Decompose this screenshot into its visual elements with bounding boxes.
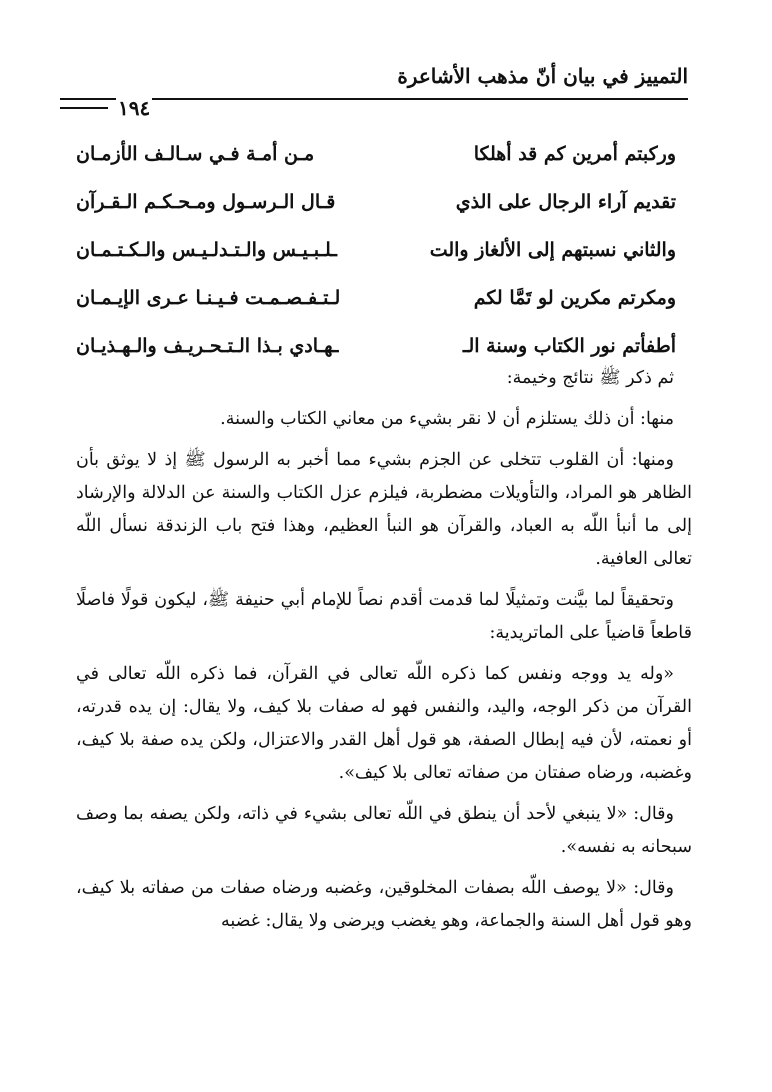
verse-second-hemistich: قـال الـرسـول ومـحـكـم الـقـرآن [76, 191, 336, 213]
paragraph: ثم ذكر ﷺ نتائج وخيمة: [506, 368, 674, 388]
verse-second-hemistich: مـن أمـة فـي سـالـف الأزمـان [76, 143, 315, 165]
body-text [76, 362, 692, 946]
paragraph: منها: أن ذلك يستلزم أن لا نقر بشيء من معاني الكتاب والسنة. [220, 409, 674, 429]
verse-first-hemistich: والثاني نسبتهم إلى الألغاز والت [429, 239, 676, 261]
header-title: التمييز في بيان أنّ مذهب الأشاعرة [397, 64, 688, 88]
quotation-paragraph: «وله يد ووجه ونفس كما ذكره اللّه تعالى في القرآن، فما ذكره اللّه تعالى في القرآن من ذكر الوجه، واليد، والنفس فهو له صفات بلا كيف، ولا يقال: إن يده قدرته، أو نعمته، لأن فيه إبطال الصفة، هو قول أهل القدر والاعتزال، ولكن يده صفة بلا كيف، وغضبه، ورضاه صفتان من صفاته تعالى بلا كيف». [76, 664, 692, 783]
verse-first-hemistich: تقديم آراء الرجال على الذي [455, 191, 676, 213]
verse-second-hemistich: ـهـادي بـذا الـتـحـريـف والـهـذيـان [76, 335, 339, 357]
paragraph: ومنها: أن القلوب تتخلى عن الجزم بشيء مما أخبر به الرسول ﷺ إذ لا يوثق بأن الظاهر هو المراد، والتأويلات مضطربة، فيلزم عزل الكتاب والسنة عن الدلالة والإرشاد إلى ما أنبأ اللّه به العباد، والقرآن هو النبأ العظيم، وهذا فتح باب الزندقة نسأل اللّه تعالى العافية. [76, 450, 692, 569]
page-number-dash [60, 107, 108, 109]
verse-first-hemistich: ومكرتم مكرين لو تَمَّا لكم [473, 287, 676, 309]
page-number: ١٩٤ [118, 96, 151, 120]
poem-verse [76, 130, 676, 178]
poem-verse [76, 274, 676, 322]
page-number-group [60, 96, 152, 120]
verse-first-hemistich: أطفأتم نور الكتاب وسنة الـ [462, 335, 676, 357]
poem [76, 130, 676, 370]
verse-second-hemistich: لـتـفـصـمـت فـيـنـا عـرى الإيـمـان [76, 287, 341, 309]
poem-verse [76, 226, 676, 274]
paragraph: وتحقيقاً لما بيَّنت وتمثيلًا لما قدمت أقدم نصاً للإمام أبي حنيفة ﷺ، ليكون قولًا فاصلًا قاطعاً قاضياً على الماتريدية: [76, 590, 692, 643]
verse-second-hemistich: ـلـبـيـس والـتـدلـيـس والـكـتـمـان [76, 239, 337, 261]
header-rule [60, 98, 688, 100]
running-header [60, 58, 688, 120]
paragraph: وقال: «لا يوصف اللّه بصفات المخلوقين، وغضبه ورضاه صفات من صفاته بلا كيف، وهو قول أهل السنة والجماعة، وهو يغضب ويرضى ولا يقال: غضبه [76, 878, 692, 931]
paragraph: وقال: «لا ينبغي لأحد أن ينطق في اللّه تعالى بشيء في ذاته، ولكن يصفه بما وصف سبحانه به نفسه». [76, 804, 692, 857]
poem-verse [76, 178, 676, 226]
verse-first-hemistich: وركبتم أمرين كم قد أهلكا [473, 143, 676, 165]
